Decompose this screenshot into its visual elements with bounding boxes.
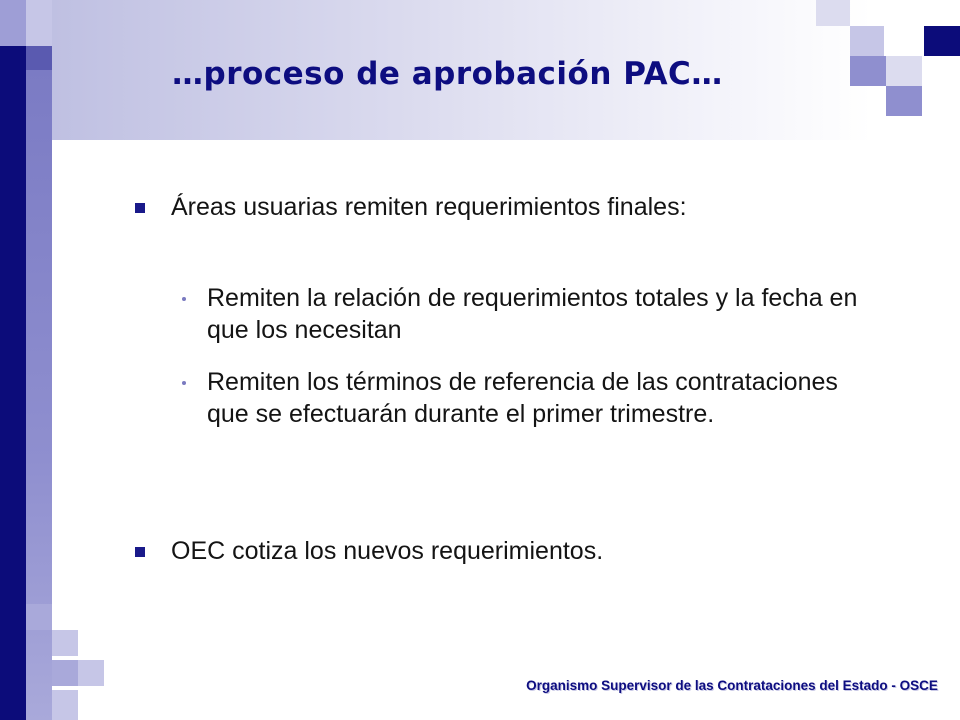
sub-bullet-text: Remiten los términos de referencia de las contrataciones que se efectuarán durante el primer trimestre. bbox=[207, 368, 838, 428]
decor-square bbox=[850, 56, 886, 86]
decor-square bbox=[26, 604, 52, 630]
decor-square bbox=[886, 86, 922, 116]
slide-title: …proceso de aprobación PAC… bbox=[172, 56, 723, 92]
decor-square bbox=[816, 0, 850, 26]
decor-square bbox=[886, 56, 922, 86]
decor-square bbox=[52, 690, 78, 720]
decor-square bbox=[26, 0, 52, 46]
decor-square bbox=[78, 660, 104, 686]
bullet-item bbox=[135, 192, 865, 223]
dot-bullet-icon bbox=[182, 381, 186, 385]
bullet-item bbox=[135, 536, 865, 567]
footer-organization: Organismo Supervisor de las Contrataciones del Estado - OSCE bbox=[526, 678, 938, 693]
sub-bullet-item bbox=[182, 366, 872, 430]
bullet-text: Áreas usuarias remiten requerimientos finales: bbox=[171, 193, 687, 221]
decor-square bbox=[52, 630, 78, 656]
decor-square bbox=[26, 46, 52, 70]
square-bullet-icon bbox=[135, 203, 145, 213]
square-bullet-icon bbox=[135, 547, 145, 557]
sub-bullet-item bbox=[182, 282, 872, 346]
decor-square bbox=[52, 660, 78, 686]
decor-square bbox=[850, 26, 884, 56]
decor-square bbox=[924, 26, 960, 56]
bullet-text: OEC cotiza los nuevos requerimientos. bbox=[171, 537, 604, 565]
dot-bullet-icon bbox=[182, 297, 186, 301]
left-decor-strip-dark bbox=[0, 46, 26, 720]
decor-square bbox=[0, 0, 26, 46]
sub-bullet-text: Remiten la relación de requerimientos totales y la fecha en que los necesitan bbox=[207, 284, 858, 344]
